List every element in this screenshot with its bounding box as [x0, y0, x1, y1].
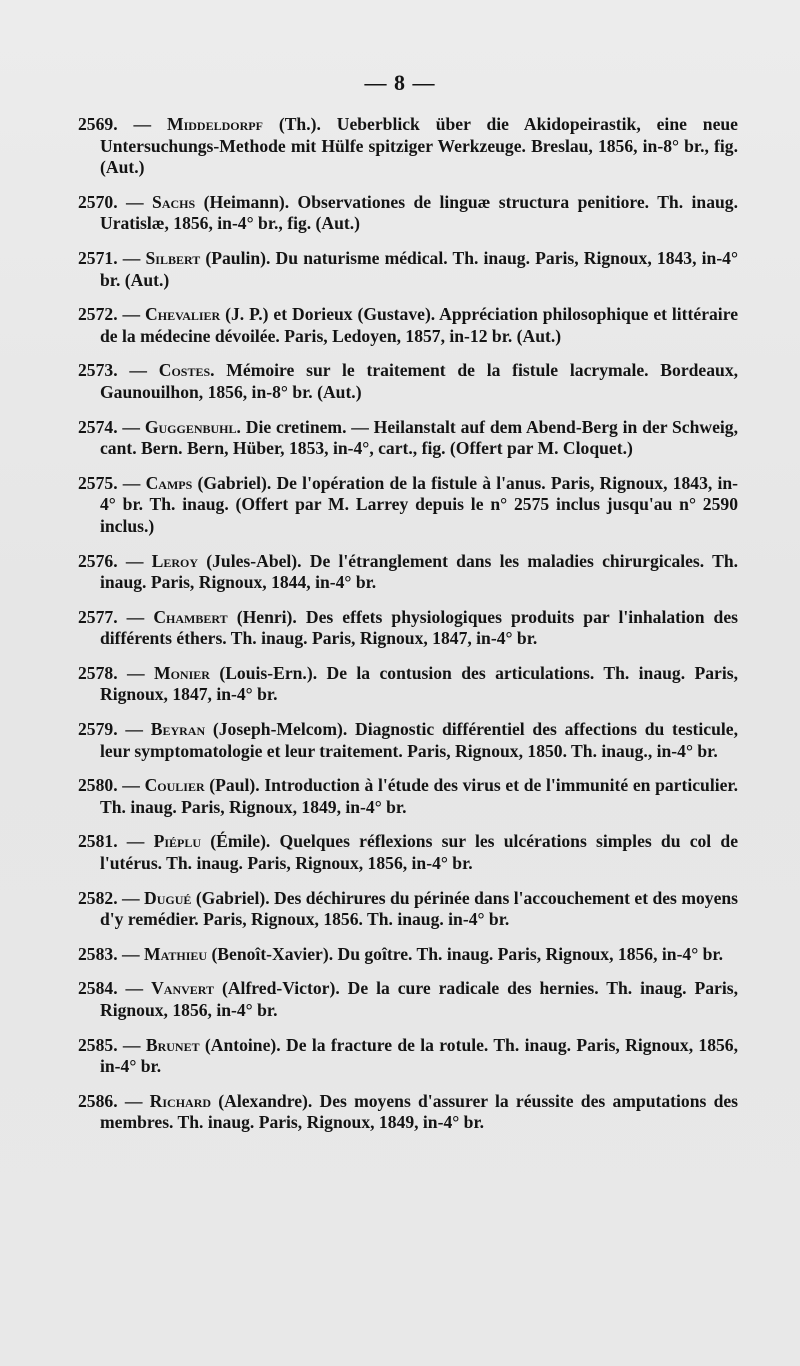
entry-author: Camps [145, 472, 193, 493]
bibliography-entry: 2583. — Mathieu (Benoît-Xavier). Du goître. Th. inaug. Paris, Rignoux, 1856, in-4° br. [78, 943, 724, 964]
entry-author: Mathieu [143, 943, 208, 964]
entry-number: 2583. [78, 943, 118, 964]
entry-text: (Louis-Ern.). De la contusion des articulations. Th. inaug. Paris, Rignoux, 1847, in-4° br. [100, 662, 738, 705]
entry-author: Piéplu [153, 831, 202, 852]
entry-number: 2569. [78, 114, 118, 134]
entry-author: Brunet [145, 1034, 200, 1055]
entry-author: Coulier [144, 775, 205, 796]
entry-number: 2578. [78, 662, 118, 683]
bibliography-entry: 2576. — Leroy (Jules-Abel). De l'étranglement dans les maladies chirurgicales. Th. inaug. Paris, Rignoux, 1844, in-4° br. [78, 550, 739, 593]
bibliography-entry: 2577. — Chambert (Henri). Des effets physiologiques produits par l'inhalation des différents éthers. Th. inaug. Paris, Rignoux, 1847, in-4° br. [78, 606, 738, 649]
bibliography-entry: 2569. — Middeldorpf (Th.). Ueberblick über die Akidopeirastik, eine neue Untersuchungs-Methode mit Hülfe spitziger Werkzeuge. Breslau, 1856, in-8° br., fig. (Aut.) [78, 114, 738, 178]
entry-author: Dugué [144, 887, 192, 908]
entry-text: (Paulin). Du naturisme médical. Th. inaug. Paris, Rignoux, 1843, in-4° br. (Aut.) [100, 247, 739, 290]
entry-text: (Joseph-Melcom). Diagnostic différentiel des affections du testicule, leur symptomatologie et leur traitement. Paris, Rignoux, 1850. Th. inaug., in-4° br. [100, 719, 738, 761]
entry-text: . Mémoire sur le traitement de la fistule lacrymale. Bordeaux, Gaunouilhon, 1856, in-8° br. (Aut.) [100, 360, 739, 402]
entry-author: Leroy [151, 550, 199, 571]
entry-number: 2570. [78, 191, 118, 212]
entry-number: 2585. [78, 1034, 118, 1055]
bibliography-entry: 2580. — Coulier (Paul). Introduction à l'étude des virus et de l'immunité en particulier. Th. inaug. Paris, Rignoux, 1849, in-4° br. [78, 775, 738, 817]
entry-text: (Th.). Ueberblick über die Akidopeirastik, eine neue Untersuchungs-Methode mit Hülfe spitziger Werkzeuge. Breslau, 1856, in-8° br., fig. (Aut.) [100, 114, 738, 178]
entry-number: 2575. [78, 472, 118, 493]
bibliography-entry: 2584. — Vanvert (Alfred-Victor). De la cure radicale des hernies. Th. inaug. Paris, Rignoux, 1856, in-4° br. [78, 978, 738, 1020]
bibliography-entry: 2571. — Silbert (Paulin). Du naturisme médical. Th. inaug. Paris, Rignoux, 1843, in-4° br. (Aut.) [78, 247, 739, 290]
entry-author: Middeldorpf [166, 114, 263, 134]
bibliography-list [78, 114, 738, 1147]
entry-text: (Gabriel). Des déchirures du périnée dans l'accouchement et des moyens d'y remédier. Paris, Rignoux, 1856. Th. inaug. in-4° br. [100, 887, 739, 930]
entry-author: Beyran [150, 719, 206, 740]
entry-text: (J. P.) et Dorieux (Gustave). Appréciation philosophique et littéraire de la médecine dévoilée. Paris, Ledoyen, 1857, in-12 br. (Aut.) [100, 304, 738, 346]
entry-text: (Jules-Abel). De l'étranglement dans les maladies chirurgicales. Th. inaug. Paris, Rignoux, 1844, in-4° br. [100, 550, 739, 593]
entry-number: 2573. [78, 360, 118, 381]
entry-text: (Alexandre). Des moyens d'assurer la réussite des amputations des membres. Th. inaug. Paris, Rignoux, 1849, in-4° br. [100, 1090, 739, 1133]
entry-text: (Antoine). De la fracture de la rotule. Th. inaug. Paris, Rignoux, 1856, in-4° br. [100, 1034, 739, 1077]
page-number: — 8 — [364, 70, 436, 95]
entry-text: (Alfred-Victor). De la cure radicale des hernies. Th. inaug. Paris, Rignoux, 1856, in-4° br. [100, 978, 738, 1020]
entry-text: (Benoît-Xavier). Du goître. Th. inaug. Paris, Rignoux, 1856, in-4° br. [207, 943, 724, 964]
bibliography-entry: 2582. — Dugué (Gabriel). Des déchirures du périnée dans l'accouchement et des moyens d'y remédier. Paris, Rignoux, 1856. Th. inaug. in-4° br. [78, 887, 739, 930]
bibliography-entry: 2581. — Piéplu (Émile). Quelques réflexions sur les ulcérations simples du col de l'utérus. Th. inaug. Paris, Rignoux, 1856, in-4° br. [78, 831, 739, 874]
bibliography-entry: 2585. — Brunet (Antoine). De la fracture de la rotule. Th. inaug. Paris, Rignoux, 1856, in-4° br. [78, 1034, 739, 1077]
bibliography-entry: 2574. — Guggenbuhl. Die cretinem. — Heilanstalt auf dem Abend-Berg in der Schweig, cant. Bern. Bern, Hüber, 1853, in-4°, cart., fig. (Offert par M. Cloquet.) [78, 416, 738, 459]
bibliography-entry: 2579. — Beyran (Joseph-Melcom). Diagnostic différentiel des affections du testicule, leur symptomatologie et leur traitement. Paris, Rignoux, 1850. Th. inaug., in-4° br. [78, 719, 738, 761]
entry-author: Sachs [152, 191, 196, 212]
entry-author: Vanvert [151, 978, 215, 999]
entry-number: 2577. [78, 606, 118, 627]
bibliography-entry: 2575. — Camps (Gabriel). De l'opération de la fistule à l'anus. Paris, Rignoux, 1843, in-4° br. Th. inaug. (Offert par M. Larrey depuis le n° 2575 inclus jusqu'au n° 2590 inclus.) [78, 472, 739, 536]
entry-author: Richard [149, 1090, 212, 1111]
entry-number: 2582. [78, 887, 118, 908]
entry-author: Monier [153, 662, 210, 683]
entry-text: (Gabriel). De l'opération de la fistule à l'anus. Paris, Rignoux, 1843, in-4° br. Th. inaug. (Offert par M. Larrey depuis le n° 2575 inclus jusqu'au n° 2590 inclus.) [100, 472, 739, 536]
entry-text: (Heimann). Observationes de linguæ structura penitiore. Th. inaug. Uratislæ, 1856, in-4° br., fig. (Aut.) [100, 191, 738, 234]
entry-number: 2572. [78, 304, 118, 325]
bibliography-entry: 2578. — Monier (Louis-Ern.). De la contusion des articulations. Th. inaug. Paris, Rignoux, 1847, in-4° br. [78, 662, 738, 705]
bibliography-entry: 2586. — Richard (Alexandre). Des moyens d'assurer la réussite des amputations des membres. Th. inaug. Paris, Rignoux, 1849, in-4° br. [78, 1090, 739, 1133]
entry-text: (Émile). Quelques réflexions sur les ulcérations simples du col de l'utérus. Th. inaug. Paris, Rignoux, 1856, in-4° br. [100, 831, 739, 874]
entry-author: Chevalier [145, 304, 221, 325]
entry-author: Guggenbuhl [144, 416, 237, 437]
entry-number: 2574. [78, 416, 118, 437]
entry-number: 2584. [78, 978, 118, 999]
bibliography-entry: 2572. — Chevalier (J. P.) et Dorieux (Gustave). Appréciation philosophique et littéraire de la médecine dévoilée. Paris, Ledoyen, 1857, in-12 br. (Aut.) [78, 304, 738, 346]
entry-author: Costes [158, 360, 211, 381]
entry-text: . Die cretinem. — Heilanstalt auf dem Abend-Berg in der Schweig, cant. Bern. Bern, Hüber, 1853, in-4°, cart., fig. (Offert par M. Cloquet.) [100, 416, 738, 459]
entry-author: Chambert [153, 606, 228, 627]
entry-number: 2571. [78, 247, 118, 268]
entry-number: 2586. [78, 1090, 118, 1111]
bibliography-entry: 2570. — Sachs (Heimann). Observationes de linguæ structura penitiore. Th. inaug. Uratislæ, 1856, in-4° br., fig. (Aut.) [78, 191, 738, 234]
entry-author: Silbert [145, 247, 201, 268]
entry-number: 2576. [78, 550, 118, 571]
entry-text: (Paul). Introduction à l'étude des virus et de l'immunité en particulier. Th. inaug. Paris, Rignoux, 1849, in-4° br. [100, 775, 738, 817]
bibliography-entry: 2573. — Costes. Mémoire sur le traitement de la fistule lacrymale. Bordeaux, Gaunouilhon, 1856, in-8° br. (Aut.) [78, 360, 739, 402]
entry-number: 2581. [78, 831, 118, 852]
entry-text: (Henri). Des effets physiologiques produits par l'inhalation des différents éthers. Th. inaug. Paris, Rignoux, 1847, in-4° br. [100, 606, 738, 649]
entry-number: 2580. [78, 775, 118, 796]
entry-number: 2579. [78, 719, 118, 740]
